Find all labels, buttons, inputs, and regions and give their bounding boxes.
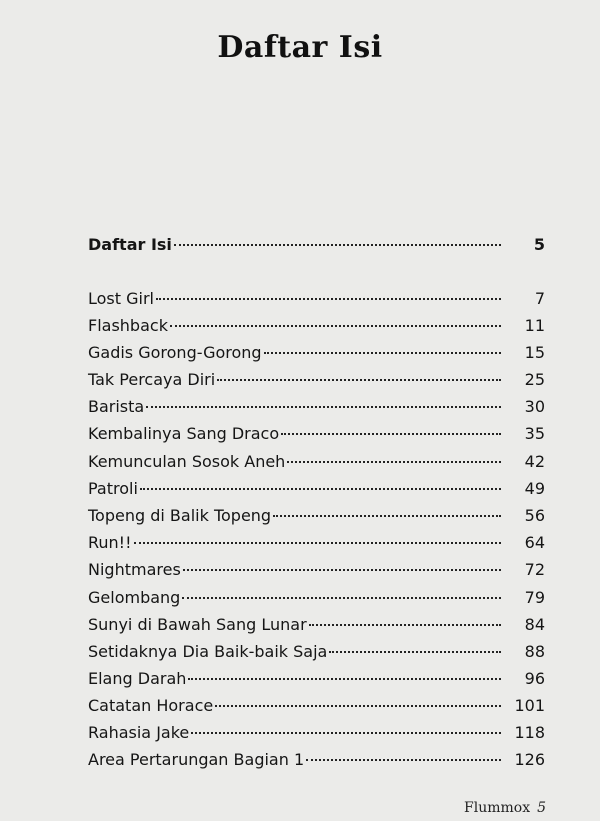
toc-leader-dots	[287, 459, 501, 463]
toc-row	[88, 721, 545, 745]
toc-entry-page: 35	[524, 424, 545, 443]
toc-entry-page: 72	[524, 560, 545, 579]
toc-entry-title: Nightmares	[88, 560, 181, 579]
toc-leader-dots	[183, 567, 501, 571]
toc-entry-page: 88	[524, 642, 545, 661]
toc-entry-page: 79	[524, 588, 545, 607]
toc-entry-page: 11	[524, 316, 545, 335]
toc-row-daftar-isi	[88, 233, 545, 257]
toc-entry-page: 96	[524, 669, 545, 688]
toc-row	[88, 531, 545, 555]
toc-entry-title: Daftar Isi	[88, 235, 172, 254]
toc-entry-title: Catatan Horace	[88, 696, 214, 715]
toc-row	[88, 694, 545, 718]
toc-leader-dots	[134, 540, 501, 544]
toc-entry-title: Tak Percaya Diri	[88, 370, 216, 389]
toc-entry-title: Gelombang	[88, 588, 181, 607]
toc-row	[88, 558, 545, 582]
toc-row	[88, 395, 545, 419]
toc-entry-title: Kembalinya Sang Draco	[88, 424, 280, 443]
toc-entry-title: Flashback	[88, 316, 168, 335]
toc-entry-page: 101	[514, 696, 545, 715]
toc-leader-dots	[146, 404, 501, 408]
toc-row	[88, 314, 545, 338]
toc-entry-title: Topeng di Balik Topeng	[88, 506, 272, 525]
toc-leader-dots	[281, 431, 501, 435]
footer-book-title: Flummox	[464, 800, 531, 816]
toc-entry-title: Elang Darah	[88, 669, 187, 688]
toc-row	[88, 586, 545, 610]
toc-leader-dots	[174, 242, 501, 246]
toc-entry-page: 5	[533, 235, 545, 254]
toc-leader-dots	[156, 296, 501, 300]
toc-row	[88, 748, 545, 772]
toc-row	[88, 667, 545, 691]
toc-leader-dots	[140, 486, 501, 490]
toc-entry-page: 30	[524, 397, 545, 416]
toc-entry-page: 15	[524, 343, 545, 362]
toc-leader-dots	[264, 350, 501, 354]
toc-row	[88, 450, 545, 474]
toc-entry-title: Kemunculan Sosok Aneh	[88, 452, 286, 471]
toc-entry-title: Setidaknya Dia Baik-baik Saja	[88, 642, 328, 661]
toc-leader-dots	[306, 757, 501, 761]
toc-leader-dots	[188, 676, 501, 680]
toc-entry-page: 56	[524, 506, 545, 525]
page-title: Daftar Isi	[217, 30, 383, 65]
page-footer	[464, 800, 546, 816]
toc-row	[88, 341, 545, 365]
toc-entry-page: 84	[524, 615, 545, 634]
toc-row	[88, 640, 545, 664]
toc-entry-title: Lost Girl	[88, 289, 154, 308]
toc-row	[88, 477, 545, 501]
toc-entry-page: 64	[524, 533, 545, 552]
toc-row	[88, 504, 545, 528]
toc-leader-dots	[182, 595, 501, 599]
toc-leader-dots	[217, 377, 501, 381]
toc-leader-dots	[170, 323, 501, 327]
toc-row	[88, 368, 545, 392]
toc-entry-title: Area Pertarungan Bagian 1	[88, 750, 305, 769]
toc-entry-page: 7	[534, 289, 545, 308]
toc-row	[88, 422, 545, 446]
toc-entry-page: 126	[514, 750, 545, 769]
toc-leader-dots	[329, 649, 501, 653]
toc-entry-title: Sunyi di Bawah Sang Lunar	[88, 615, 307, 634]
toc-leader-dots	[309, 622, 501, 626]
toc-entry-page: 25	[524, 370, 545, 389]
toc-row	[88, 287, 545, 311]
toc-leader-dots	[215, 703, 501, 707]
toc-leader-dots	[273, 513, 501, 517]
toc-entry-title: Run!!	[88, 533, 132, 552]
toc-row	[88, 613, 545, 637]
toc-entry-title: Patroli	[88, 479, 138, 498]
footer-page-number: 5	[537, 800, 547, 816]
toc-entry-page: 42	[524, 452, 545, 471]
toc-entry-title: Rahasia Jake	[88, 723, 190, 742]
toc-entry-title: Barista	[88, 397, 145, 416]
toc-entry-page: 49	[524, 479, 545, 498]
toc-entry-title: Gadis Gorong-Gorong	[88, 343, 262, 362]
toc-entry-page: 118	[514, 723, 545, 742]
toc-leader-dots	[191, 730, 501, 734]
